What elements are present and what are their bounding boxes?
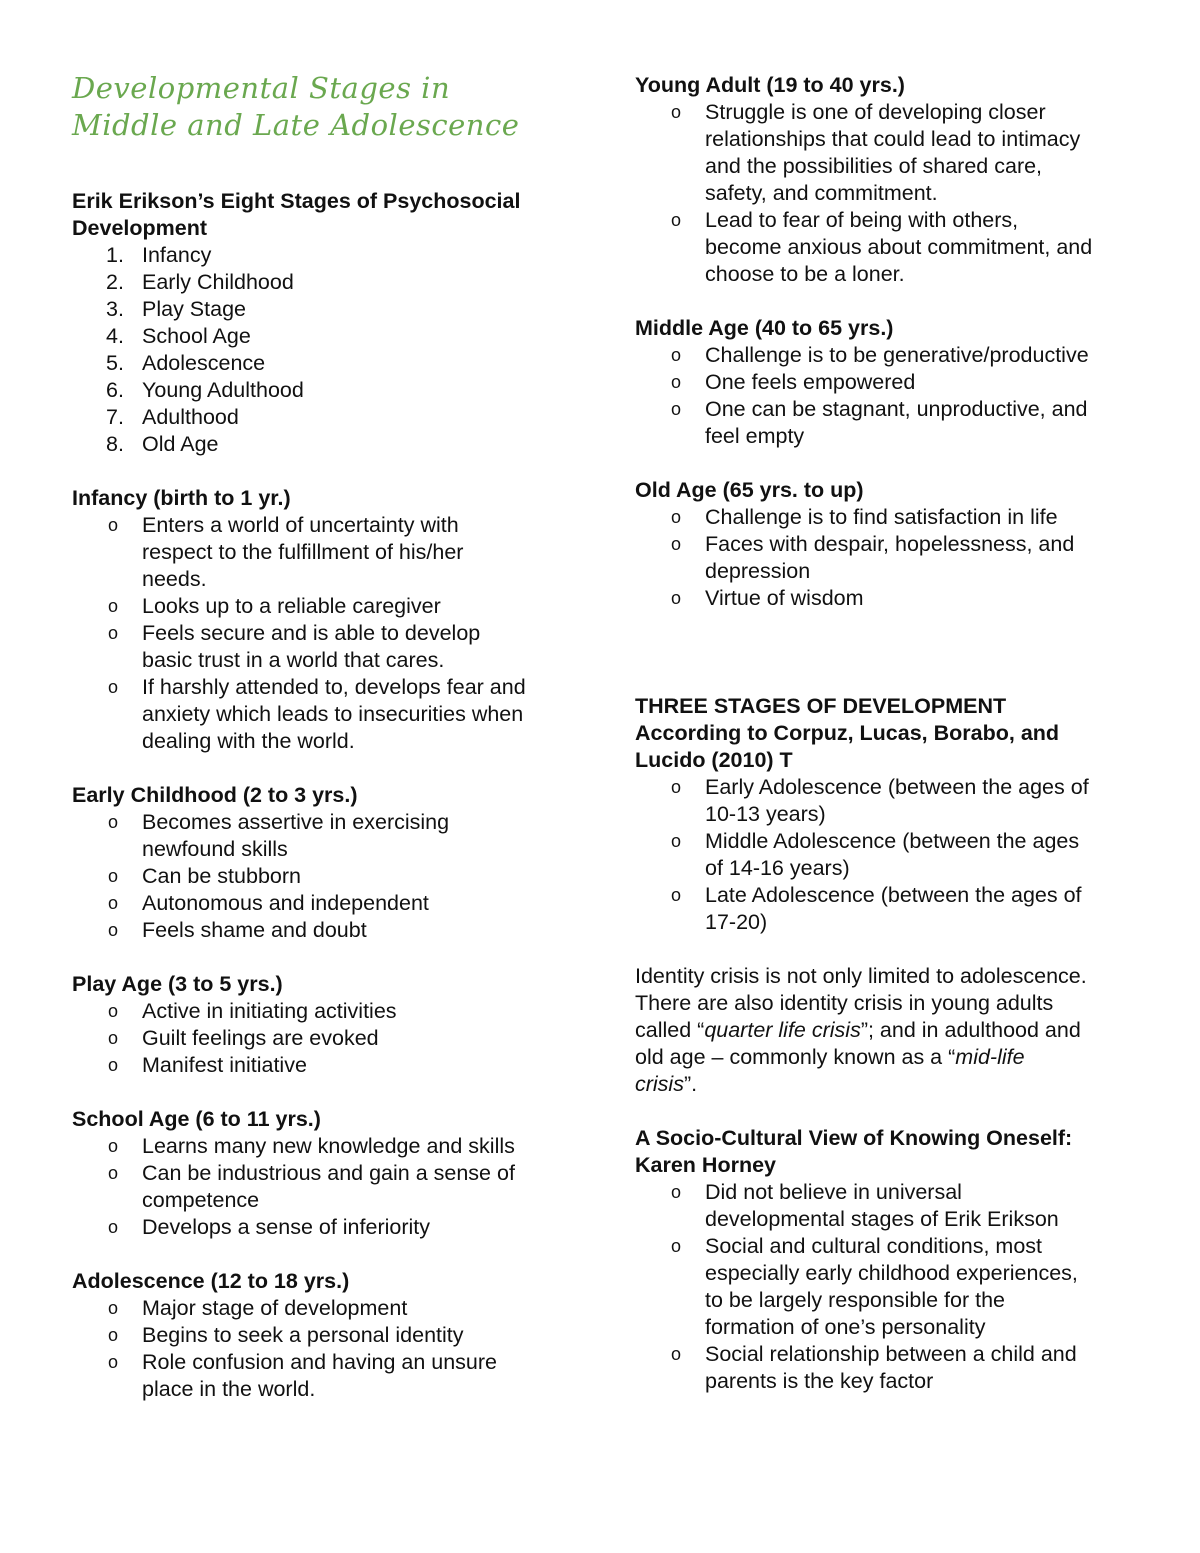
list-item-text: Feels shame and doubt	[142, 918, 367, 942]
erikson-section	[72, 188, 582, 458]
stage-heading: Old Age (65 yrs. to up)	[635, 478, 864, 502]
stage-bullet-list	[635, 342, 1155, 450]
stage-list-item	[72, 377, 582, 404]
identity-line-1: Identity crisis is not only limited to adolescence.	[635, 964, 1087, 988]
bullet-icon: o	[671, 831, 682, 851]
stage-bullet-list	[72, 1133, 582, 1241]
horney-section	[635, 1125, 1155, 1395]
list-item-text: Major stage of development	[142, 1296, 408, 1320]
stage-section	[635, 315, 1155, 450]
bullet-icon: o	[108, 677, 119, 697]
identity-crisis-paragraph	[635, 963, 1155, 1098]
horney-heading-line-2: Karen Horney	[635, 1153, 776, 1177]
list-item-text: especially early childhood experiences,	[705, 1261, 1078, 1285]
list-item	[635, 342, 1155, 369]
list-item-text: and the possibilities of shared care,	[705, 154, 1043, 178]
list-item	[72, 1322, 582, 1349]
list-number: 5.	[106, 351, 124, 375]
list-item	[72, 809, 582, 863]
bullet-icon: o	[671, 1182, 682, 1202]
three-stages-heading-line-2: According to Corpuz, Lucas, Borabo, and	[635, 721, 1060, 745]
list-item-text: Learns many new knowledge and skills	[142, 1134, 515, 1158]
bullet-icon: o	[108, 866, 119, 886]
list-item-text: newfound skills	[142, 837, 288, 861]
list-item-text: Social relationship between a child and	[705, 1342, 1077, 1366]
list-item-text: Active in initiating activities	[142, 999, 397, 1023]
bullet-icon: o	[108, 1028, 119, 1048]
bullet-icon: o	[671, 102, 682, 122]
stage-heading: Middle Age (40 to 65 yrs.)	[635, 316, 894, 340]
identity-line-4-pre: old age – commonly known as a “	[635, 1045, 956, 1069]
list-item-text: Begins to seek a personal identity	[142, 1323, 464, 1347]
stage-bullet-list	[635, 99, 1155, 288]
stage-heading: School Age (6 to 11 yrs.)	[72, 1107, 321, 1131]
list-item-text: Challenge is to be generative/productive	[705, 343, 1089, 367]
quarter-life-crisis-term: quarter life crisis	[704, 1018, 861, 1042]
bullet-icon: o	[671, 210, 682, 230]
bullet-icon: o	[108, 1352, 119, 1372]
list-item-text: Develops a sense of inferiority	[142, 1215, 431, 1239]
list-item-text: Guilt feelings are evoked	[142, 1026, 379, 1050]
list-item-text: Autonomous and independent	[142, 891, 429, 915]
stage-list-item	[72, 323, 582, 350]
crisis-term: crisis	[635, 1072, 684, 1096]
list-item	[72, 1052, 582, 1079]
list-item	[635, 1179, 1155, 1233]
erikson-heading-line-1: Erik Erikson’s Eight Stages of Psychosocial	[72, 189, 521, 213]
stage-list	[72, 242, 582, 458]
three-stages-list	[635, 774, 1155, 936]
list-item	[635, 1233, 1155, 1341]
bullet-icon: o	[108, 893, 119, 913]
title-line-2: Middle and Late Adolescence	[72, 108, 520, 142]
list-item	[72, 917, 582, 944]
list-item-text: depression	[705, 559, 811, 583]
bullet-icon: o	[108, 596, 119, 616]
bullet-icon: o	[108, 1298, 119, 1318]
list-item	[72, 890, 582, 917]
list-item-text: of 14-16 years)	[705, 856, 850, 880]
list-item-text: Did not believe in universal	[705, 1180, 962, 1204]
list-item-text: If harshly attended to, develops fear and	[142, 675, 526, 699]
stage-section	[635, 477, 1155, 612]
list-item-text: basic trust in a world that cares.	[142, 648, 445, 672]
horney-heading-line-1: A Socio-Cultural View of Knowing Oneself:	[635, 1126, 1073, 1150]
list-item-text: Early Adolescence (between the ages of	[705, 775, 1089, 799]
three-stages-heading-line-1: THREE STAGES OF DEVELOPMENT	[635, 694, 1007, 718]
list-item-text: Middle Adolescence (between the ages	[705, 829, 1080, 853]
bullet-icon: o	[108, 1163, 119, 1183]
list-number: 7.	[106, 405, 124, 429]
list-item-text: parents is the key factor	[705, 1369, 934, 1393]
list-item-text: needs.	[142, 567, 207, 591]
stage-list-item	[72, 350, 582, 377]
list-item	[635, 207, 1155, 288]
bullet-icon: o	[671, 534, 682, 554]
list-number: 8.	[106, 432, 124, 456]
list-item-text: Enters a world of uncertainty with	[142, 513, 459, 537]
bullet-icon: o	[671, 372, 682, 392]
list-item-text: dealing with the world.	[142, 729, 355, 753]
list-item-text: formation of one’s personality	[705, 1315, 986, 1339]
list-item	[72, 1295, 582, 1322]
bullet-icon: o	[108, 1217, 119, 1237]
stage-name: Old Age	[142, 432, 219, 456]
three-stages-heading-line-3: Lucido (2010) T	[635, 748, 793, 772]
list-number: 1.	[106, 243, 124, 267]
list-item-text: 10-13 years)	[705, 802, 826, 826]
list-item-text: safety, and commitment.	[705, 181, 938, 205]
list-item	[72, 998, 582, 1025]
stage-name: Infancy	[142, 243, 212, 267]
list-item-text: Feels secure and is able to develop	[142, 621, 481, 645]
left-sections	[72, 485, 582, 1403]
bullet-icon: o	[108, 1001, 119, 1021]
horney-list	[635, 1179, 1155, 1395]
list-item-text: relationships that could lead to intimacy	[705, 127, 1081, 151]
bullet-icon: o	[671, 345, 682, 365]
mid-life-term: mid-life	[955, 1045, 1025, 1069]
right-sections	[635, 72, 1155, 612]
stage-heading: Infancy (birth to 1 yr.)	[72, 486, 291, 510]
list-item-text: Struggle is one of developing closer	[705, 100, 1046, 124]
three-stages-heading	[635, 693, 1155, 774]
stage-section	[635, 72, 1155, 288]
list-item-text: respect to the fulfillment of his/her	[142, 540, 464, 564]
identity-line-2: There are also identity crisis in young adults	[635, 991, 1054, 1015]
list-item-text: 17-20)	[705, 910, 768, 934]
three-stages-section	[635, 693, 1155, 936]
list-item	[72, 1349, 582, 1403]
bullet-icon: o	[671, 777, 682, 797]
bullet-icon: o	[671, 399, 682, 419]
stage-name: Young Adulthood	[142, 378, 304, 402]
list-item	[635, 531, 1155, 585]
list-item	[635, 1341, 1155, 1395]
list-item-text: One can be stagnant, unproductive, and	[705, 397, 1088, 421]
stage-list-item	[72, 242, 582, 269]
list-item	[72, 620, 582, 674]
list-item	[72, 674, 582, 755]
stage-heading: Young Adult (19 to 40 yrs.)	[635, 73, 905, 97]
stage-name: School Age	[142, 324, 251, 348]
stage-section	[72, 1106, 582, 1241]
list-item	[635, 396, 1155, 450]
list-item-text: become anxious about commitment, and	[705, 235, 1093, 259]
list-item-text: One feels empowered	[705, 370, 916, 394]
stage-heading: Adolescence (12 to 18 yrs.)	[72, 1269, 350, 1293]
list-item-text: anxiety which leads to insecurities when	[142, 702, 524, 726]
stage-bullet-list	[72, 1295, 582, 1403]
bullet-icon: o	[671, 1344, 682, 1364]
bullet-icon: o	[108, 623, 119, 643]
list-item-text: to be largely responsible for the	[705, 1288, 1005, 1312]
stage-list-item	[72, 404, 582, 431]
stage-section	[72, 485, 582, 755]
list-item-text: Social and cultural conditions, most	[705, 1234, 1043, 1258]
bullet-icon: o	[671, 588, 682, 608]
stage-heading: Play Age (3 to 5 yrs.)	[72, 972, 283, 996]
left-column	[72, 70, 582, 1430]
list-item-text: Challenge is to find satisfaction in life	[705, 505, 1058, 529]
stage-bullet-list	[72, 512, 582, 755]
list-item-text: Lead to fear of being with others,	[705, 208, 1019, 232]
stage-bullet-list	[635, 504, 1155, 612]
list-item	[635, 774, 1155, 828]
list-number: 3.	[106, 297, 124, 321]
list-item	[72, 863, 582, 890]
bullet-icon: o	[108, 1325, 119, 1345]
stage-name: Adolescence	[142, 351, 266, 375]
right-column	[635, 72, 1155, 1422]
bullet-icon: o	[108, 812, 119, 832]
list-item-text: Role confusion and having an unsure	[142, 1350, 498, 1374]
list-item	[635, 882, 1155, 936]
list-item	[72, 593, 582, 620]
list-item-text: Becomes assertive in exercising	[142, 810, 450, 834]
title-line-1: Developmental Stages in	[72, 71, 451, 105]
stage-section	[72, 1268, 582, 1403]
bullet-icon: o	[671, 1236, 682, 1256]
horney-heading	[635, 1125, 1155, 1179]
list-item	[635, 99, 1155, 207]
list-item-text: choose to be a loner.	[705, 262, 905, 286]
list-item	[635, 369, 1155, 396]
list-item	[635, 828, 1155, 882]
stage-list-item	[72, 431, 582, 458]
bullet-icon: o	[671, 507, 682, 527]
list-item	[72, 512, 582, 593]
stage-section	[72, 782, 582, 944]
list-item-text: Can be stubborn	[142, 864, 301, 888]
list-item-text: Manifest initiative	[142, 1053, 307, 1077]
bullet-icon: o	[108, 1055, 119, 1075]
bullet-icon: o	[671, 885, 682, 905]
identity-line-3-pre: called “	[635, 1018, 705, 1042]
erikson-heading-line-2: Development	[72, 216, 208, 240]
bullet-icon: o	[108, 1136, 119, 1156]
list-item-text: Virtue of wisdom	[705, 586, 864, 610]
bullet-icon: o	[108, 515, 119, 535]
list-item	[635, 585, 1155, 612]
list-item	[72, 1160, 582, 1214]
list-item-text: competence	[142, 1188, 260, 1212]
stage-heading: Early Childhood (2 to 3 yrs.)	[72, 783, 358, 807]
document-title	[72, 70, 582, 144]
list-number: 4.	[106, 324, 124, 348]
stage-name: Play Stage	[142, 297, 246, 321]
list-item	[72, 1025, 582, 1052]
list-item-text: Late Adolescence (between the ages of	[705, 883, 1082, 907]
identity-line-3-post: ”; and in adulthood and	[860, 1018, 1081, 1042]
bullet-icon: o	[108, 920, 119, 940]
list-item-text: Can be industrious and gain a sense of	[142, 1161, 515, 1185]
erikson-heading	[72, 188, 582, 242]
stage-name: Adulthood	[142, 405, 239, 429]
list-item-text: Looks up to a reliable caregiver	[142, 594, 441, 618]
list-item-text: developmental stages of Erik Erikson	[705, 1207, 1059, 1231]
stage-bullet-list	[72, 809, 582, 944]
stage-list-item	[72, 269, 582, 296]
stage-bullet-list	[72, 998, 582, 1079]
stage-section	[72, 971, 582, 1079]
stage-list-item	[72, 296, 582, 323]
list-number: 6.	[106, 378, 124, 402]
identity-line-5-post: ”.	[683, 1072, 698, 1096]
list-item-text: place in the world.	[142, 1377, 316, 1401]
stage-name: Early Childhood	[142, 270, 294, 294]
list-item	[72, 1133, 582, 1160]
list-number: 2.	[106, 270, 124, 294]
list-item	[72, 1214, 582, 1241]
list-item-text: feel empty	[705, 424, 805, 448]
list-item	[635, 504, 1155, 531]
list-item-text: Faces with despair, hopelessness, and	[705, 532, 1075, 556]
